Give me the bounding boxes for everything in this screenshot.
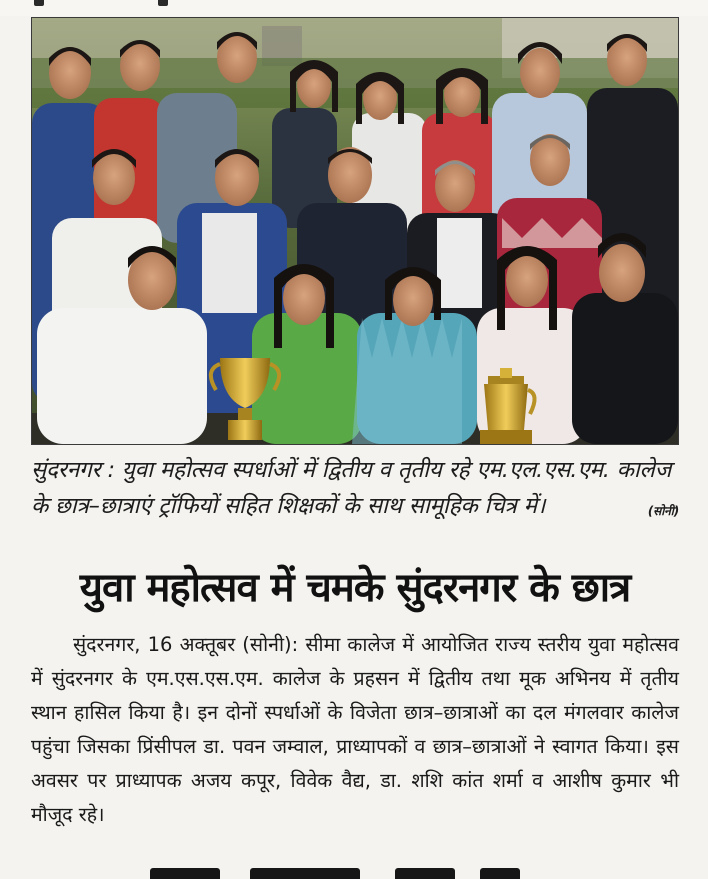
caption-text: सुंदरनगर : युवा महोत्सव स्पर्धाओं में द्वितीय व तृतीय रहे एम.एल.एस.एम. कालेज के छात्र–छात्राएं ट्रॉफियों सहित शिक्षकों के साथ सामूहिक चित्र में। <box>31 457 672 519</box>
photo-credit: (सोनी) <box>647 504 679 518</box>
next-headline-cutoff <box>0 866 708 879</box>
previous-article-strip <box>0 0 708 16</box>
photo-caption <box>31 452 679 524</box>
cropped-text-fragment <box>158 0 168 6</box>
group-photo <box>31 17 679 445</box>
article-headline: युवा महोत्सव में चमके सुंदरनगर के छात्र <box>79 565 631 611</box>
cropped-text-fragment <box>34 0 44 6</box>
article-body: सुंदरनगर, 16 अक्तूबर (सोनी): सीमा कालेज में आयोजित राज्य स्तरीय युवा महोत्सव में सुंदरनगर के एम.एस.एस.एम. कालेज के प्रहसन में द्वितीय तथा मूक अभिनय में तृतीय स्थान हासिल किया है। इन दोनों स्पर्धाओं के विजेता छात्र–छात्राओं का दल मंगलवार कालेज पहुंचा जिसका प्रिंसीपल डा. पवन जम्वाल, प्राध्यापकों व छात्र–छात्राओं ने स्वागत किया। इस अवसर पर प्राध्यापक अजय कपूर, विवेक वैद्य, डा. शशि कांत शर्मा व आशीष कुमार भी मौजूद रहे। <box>31 633 679 826</box>
